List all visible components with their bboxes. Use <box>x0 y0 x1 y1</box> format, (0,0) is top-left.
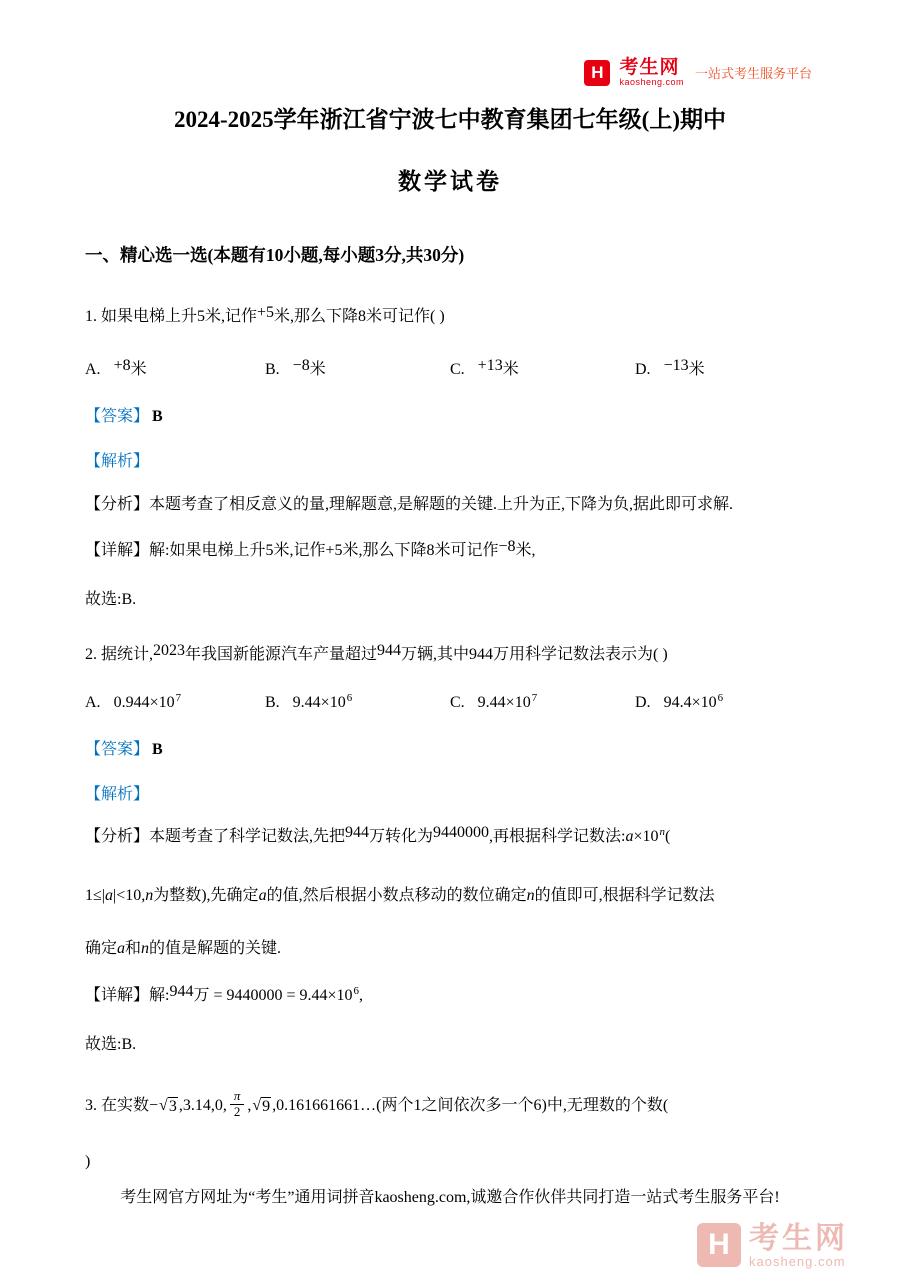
watermark-name: 考生网 <box>749 1221 848 1255</box>
q1-detail: 【详解】解:如果电梯上升5米,记作+5米,那么下降8米可记作−8米, <box>85 538 536 560</box>
watermark-icon: H <box>697 1223 741 1267</box>
doc-title-line2: 数学试卷 <box>398 169 502 195</box>
q1-option-a <box>85 356 265 379</box>
answer-label: 【答案】 <box>85 408 150 426</box>
logo-text <box>619 58 684 87</box>
option-value: $94.4\times 10^6$ <box>663 691 724 711</box>
jiexi-label: 【解析】 <box>85 452 150 470</box>
header-logo <box>0 0 900 87</box>
q3-stem-line1: 3. 在实数−√3 ,3.14,0, $\frac{\pi}{2}$ ,√9 ,0.161661661…(两个1之间依次多一个6)中,无理数的个数( <box>85 1088 669 1120</box>
logo-name: 考生网 <box>619 57 680 78</box>
question-3 <box>85 1088 815 1175</box>
option-label: B. <box>265 693 280 711</box>
option-label: D. <box>635 361 651 379</box>
option-label: B. <box>265 361 280 379</box>
q1-options <box>85 356 815 379</box>
watermark <box>697 1222 848 1269</box>
question-1 <box>85 305 815 613</box>
q2-conclusion: 故选:B. <box>85 1035 137 1053</box>
doc-title-line1: 2024-2025学年浙江省宁波七中教育集团七年级(上)期中 <box>174 107 726 133</box>
option-value: −8米 <box>292 357 326 379</box>
option-value: +8米 <box>113 357 147 379</box>
q2-option-a <box>85 691 265 712</box>
option-value: +13米 <box>477 357 519 379</box>
option-label: C. <box>450 693 465 711</box>
answer-value: B <box>152 740 163 758</box>
q1-option-b <box>265 356 450 379</box>
q2-options <box>85 691 815 712</box>
q2-analysis-line3: 确定a和n的值是解题的关键. <box>85 940 282 958</box>
logo-tagline: 一站式考生服务平台 <box>694 66 812 82</box>
q2-answer <box>85 738 815 763</box>
answer-value: B <box>152 408 163 426</box>
question-2 <box>85 643 815 1057</box>
logo-domain: kaosheng.com <box>619 76 684 87</box>
q2-analysis-line2: 1≤|a|<10,n为整数),先确定a的值,然后根据小数点移动的数位确定n的值即可,根据科学记数法 <box>85 887 715 905</box>
document-body <box>0 105 900 1175</box>
q3-stem-line2: ) <box>85 1153 91 1171</box>
watermark-domain: kaosheng.com <box>749 1253 846 1269</box>
option-value: $9.44\times 10^7$ <box>477 691 538 711</box>
section-heading: 一、精心选一选(本题有10小题,每小题3分,共30分) <box>85 245 465 266</box>
option-value: $9.44\times 10^6$ <box>292 691 353 711</box>
q1-stem: 1. 如果电梯上升5米,记作+5米,那么下降8米可记作( ) <box>85 304 445 326</box>
q2-analysis-line1: 【分析】本题考查了科学记数法,先把944万转化为9440000,再根据科学记数法$:a\times 10^n$( <box>85 824 671 846</box>
q1-option-d <box>635 356 815 379</box>
watermark-text <box>749 1222 848 1269</box>
answer-label: 【答案】 <box>85 740 150 758</box>
q1-conclusion: 故选:B. <box>85 591 137 609</box>
q1-option-c <box>450 356 635 379</box>
option-label: C. <box>450 361 465 379</box>
jiexi-label: 【解析】 <box>85 785 150 803</box>
q2-option-c <box>450 691 635 712</box>
q2-detail: 【详解】解:944万 = $9440000 = 9.44\times 10^6$, <box>85 982 363 1004</box>
q2-stem: 2. 据统计,2023年我国新能源汽车产量超过944万辆,其中944万用科学记数法表示为( ) <box>85 642 668 664</box>
option-value: $0.944\times 10^7$ <box>113 691 182 711</box>
q2-option-b <box>265 691 450 712</box>
q2-jiexi <box>85 783 815 808</box>
option-label: D. <box>635 693 651 711</box>
q2-option-d <box>635 691 815 712</box>
kaosheng-logo-icon: H <box>584 60 610 86</box>
option-label: A. <box>85 361 101 379</box>
footer-note: 考生网官方网址为“考生”通用词拼音kaosheng.com,诚邀合作伙伴共同打造一站式考生服务平台! <box>120 1189 780 1206</box>
q1-analysis: 【分析】本题考查了相反意义的量,理解题意,是解题的关键.上升为正,下降为负,据此即可求解. <box>85 495 734 513</box>
option-value: −13米 <box>663 357 705 379</box>
q1-jiexi <box>85 450 815 475</box>
q1-answer <box>85 405 815 430</box>
option-label: A. <box>85 693 101 711</box>
